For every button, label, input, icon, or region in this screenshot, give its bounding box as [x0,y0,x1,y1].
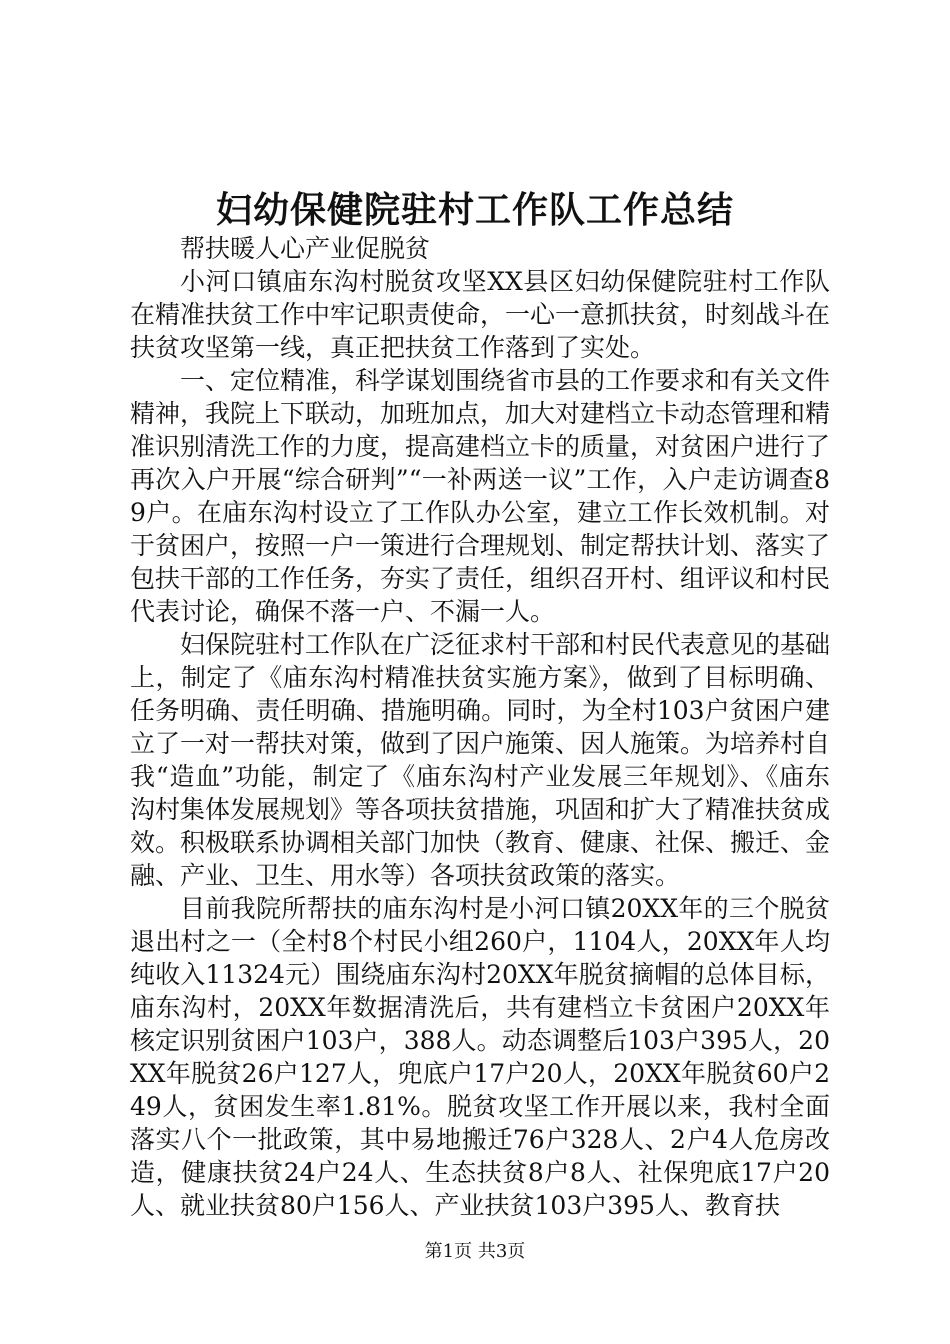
document-subtitle: 帮扶暖人心产业促脱贫 [180,234,431,263]
paragraph-plan: 妇保院驻村工作队在广泛征求村干部和村民代表意见的基础上，制定了《庙东沟村精准扶贫实施方案》，做到了目标明确、任务明确、责任明确、措施明确。同时，为全村103户贫困户建立了一对一帮扶对策，做到了因户施策、因人施策。为培养村自我“造血”功能，制定了《庙东沟村产业发展三年规划》、《庙东沟村集体发展规划》等各项扶贫措施，巩固和扩大了精准扶贫成效。积极联系协调相关部门加快（教育、健康、社保、搬迁、金融、产业、卫生、用水等）各项扶贫政策的落实。 [130,630,831,890]
paragraph-status: 目前我院所帮扶的庙东沟村是小河口镇20XX年的三个脱贫退出村之一（全村8个村民小组260户，1104人，20XX年人均纯收入11324元）围绕庙东沟村20XX年脱贫摘帽的总体目标，庙东沟村，20XX年数据清洗后，共有建档立卡贫困户20XX年核定识别贫困户103户，388人。动态调整后103户395人，20XX年脱贫26户127人，兜底户17户20人，20XX年脱贫60户249人，贫困发生率1.81%。脱贫攻坚工作开展以来，我村全面落实八个一批政策，其中易地搬迁76户328人、2户4人危房改造，健康扶贫24户24人、生态扶贫8户8人、社保兜底17户20人、就业扶贫80户156人、产业扶贫103户395人、教育扶 [130,894,830,1220]
document-body [130,232,830,1222]
paragraph-section-one: 一、定位精准，科学谋划围绕省市县的工作要求和有关文件精神，我院上下联动，加班加点，加大对建档立卡动态管理和精准识别清洗工作的力度，提高建档立卡的质量，对贫困户进行了再次入户开展“综合研判”“一补两送一议”工作，入户走访调查89户。在庙东沟村设立了工作队办公室，建立工作长效机制。对于贫困户，按照一户一策进行合理规划、制定帮扶计划、落实了包扶干部的工作任务，夯实了责任，组织召开村、组评议和村民代表讨论，确保不落一户、不漏一人。 [130,366,831,626]
page-number: 第1页 共3页 [424,1241,526,1262]
document-title: 妇幼保健院驻村工作队工作总结 [215,189,734,231]
paragraph-intro: 小河口镇庙东沟村脱贫攻坚XX县区妇幼保健院驻村工作队在精准扶贫工作中牢记职责使命，一心一意抓扶贫，时刻战斗在扶贫攻坚第一线，真正把扶贫工作落到了实处。 [130,267,831,362]
